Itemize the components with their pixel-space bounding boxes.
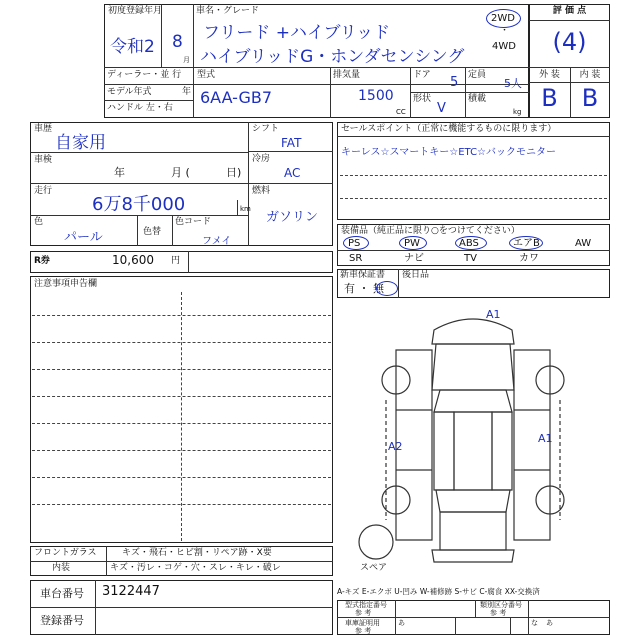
equip-ps-circle (343, 236, 369, 250)
sales-point-label: セールスポイント（正常に機能するものに限ります） (341, 124, 557, 134)
equip-abs: ABS (459, 238, 479, 249)
use-label: 車歴 (34, 124, 53, 134)
form-class-ref: 参 考 (490, 609, 507, 617)
recycle-box (30, 251, 333, 273)
displacement-label: 排気量 (333, 70, 361, 80)
capacity-value: 5人 (504, 77, 522, 90)
inspection-month: 月 ( (171, 166, 190, 179)
sales-point-value: キーレス☆スマートキー☆ETC☆バックモニター (341, 147, 557, 158)
interior-condition-value: キズ・汚レ・コゲ・穴・スレ・キレ・破レ (110, 563, 281, 573)
chassis-label: 車台番号 (40, 587, 84, 600)
drive-4wd: 4WD (492, 41, 516, 52)
overall-grade: (4) (552, 28, 587, 56)
exterior-label: 外 装 (539, 70, 560, 80)
warranty-value: 有 ・ 無 (344, 282, 384, 295)
form-a2: あ (546, 619, 553, 627)
mark-a1-right: A1 (538, 432, 553, 445)
capacity-label: 定員 (468, 70, 487, 80)
first-registration-label: 初度登録年月 (108, 6, 163, 16)
doors-label: ドア (413, 70, 431, 80)
color-change-label: 色替 (143, 227, 162, 237)
equip-ps: PS (348, 238, 361, 249)
inspection-label: 車検 (34, 155, 53, 165)
form-type-ref: 参 考 (355, 609, 372, 617)
equip-airbag-circle (509, 236, 543, 250)
equip-pw-circle (399, 236, 427, 250)
month-value: 8 (172, 32, 183, 52)
mark-a1-front: A1 (486, 308, 501, 321)
equip-tv: TV (464, 253, 477, 264)
inspection-year: 年 (114, 166, 125, 179)
ac-label: 冷房 (252, 154, 271, 164)
recycle-value: 10,600 (112, 253, 154, 267)
fuel-label: 燃料 (252, 186, 271, 196)
fuel-value: ガソリン (266, 210, 319, 225)
use-value: 自家用 (55, 133, 106, 153)
model-year-label: モデル年式 (107, 87, 152, 97)
color-code-label: 色コード (175, 217, 212, 227)
interior-label: 内 装 (579, 70, 601, 80)
displacement-value: 1500 (358, 88, 394, 104)
shape-value: V (437, 101, 446, 116)
equip-airbag: エアB (513, 238, 540, 249)
form-type-number: 型式指定番号 (345, 601, 387, 609)
interior-condition-label: 内装 (52, 563, 71, 573)
form-a1: あ (398, 619, 405, 627)
km-unit: km (240, 205, 251, 213)
damage-legend: A-キズ E-エクボ U-凹み W-補修跡 S-サビ C-腐食 XX-交換済 (337, 587, 540, 596)
car-name-line1: フリード +ハイブリッド (203, 23, 391, 43)
type-label: 型式 (197, 70, 216, 80)
equip-sr: SR (349, 253, 363, 264)
exterior-grade: B (541, 84, 558, 112)
windshield-label: フロントガラス (34, 548, 97, 558)
warranty-circle (376, 281, 398, 296)
dealer-label: ディーラー・並 行 (107, 70, 182, 80)
year-unit: 年 (182, 87, 192, 97)
form-garage-ref: 参 考 (355, 627, 372, 635)
load-label: 積載 (468, 94, 487, 104)
shift-value: FAT (281, 136, 302, 150)
drive-dot: ・ (500, 26, 510, 36)
equip-aw: AW (575, 238, 592, 249)
warranty-label: 新車保証書 (340, 270, 386, 280)
inspection-day: 日) (226, 166, 242, 179)
recycle-label: R券 (34, 256, 50, 266)
notes-label: 注意事項申告欄 (34, 279, 98, 289)
ac-value: AC (284, 166, 301, 180)
spare-label: スペア (360, 563, 388, 573)
chassis-value: 3122447 (102, 584, 160, 599)
handle-label: ハンドル 左・右 (107, 103, 173, 113)
form-garage: 車庫証明用 (345, 619, 380, 627)
grade-label: 評 価 点 (552, 6, 587, 16)
form-class-number: 類別区分番号 (480, 601, 522, 609)
shape-label: 形状 (413, 94, 432, 104)
equipment-label: 装備品（純正品に限り○をつけてください） (341, 226, 520, 236)
type-value: 6AA-GB7 (200, 88, 273, 107)
equip-leather: カワ (519, 253, 539, 264)
color-code-value: フメイ (202, 236, 232, 247)
windshield-value: キズ・飛石・ヒビ割・リペア跡・X要 (122, 548, 272, 558)
mileage-label: 走行 (34, 186, 53, 196)
equip-pw: PW (404, 238, 420, 249)
equip-navi: ナビ (404, 253, 424, 264)
kg-unit: kg (513, 108, 522, 116)
doors-value: 5 (450, 75, 459, 90)
car-diagram (336, 300, 610, 582)
interior-grade: B (581, 84, 599, 112)
drive-2wd: 2WD (491, 13, 515, 24)
era-value: 令和2 (110, 37, 155, 57)
mileage-value: 6万8千000 (92, 194, 186, 215)
registration-label: 登録番号 (40, 614, 84, 627)
color-label: 色 (34, 217, 44, 227)
equip-abs-circle (455, 236, 487, 250)
mark-a2-left: A2 (388, 440, 403, 453)
cc-unit: CC (396, 108, 406, 116)
car-name-line2: ハイブリッドG・ホンダセンシング (200, 47, 465, 67)
form-na: な (531, 619, 538, 627)
month-unit: 月 (183, 56, 190, 64)
rear-items-label: 後日品 (402, 270, 430, 280)
shift-label: シフト (252, 124, 280, 134)
car-name-label: 車名・グレード (196, 6, 260, 16)
color-value: パール (64, 230, 103, 245)
recycle-unit: 円 (171, 256, 181, 266)
